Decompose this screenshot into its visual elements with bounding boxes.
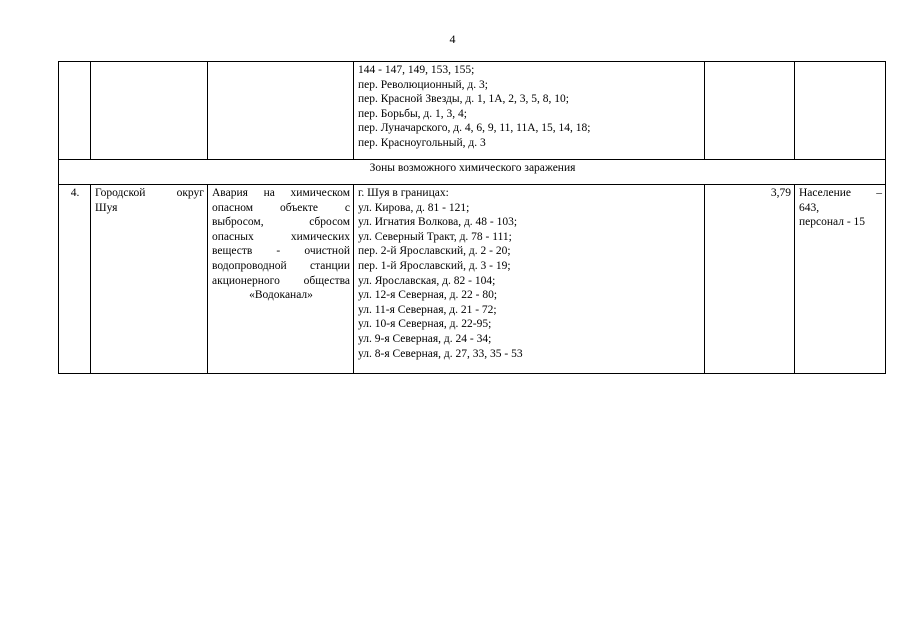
address-line: ул. 11-я Северная, д. 21 - 72; bbox=[358, 303, 497, 316]
table-row-continuation bbox=[59, 62, 886, 160]
address-line: пер. Красной Звезды, д. 1, 1А, 2, 3, 5, 8, 10; bbox=[358, 93, 569, 106]
address-line: ул. 10-я Северная, д. 22-95; bbox=[358, 318, 492, 331]
table-row bbox=[59, 185, 886, 374]
address-line: ул. Кирова, д. 81 - 121; bbox=[358, 201, 470, 214]
hazard-line: опасных химических bbox=[212, 230, 350, 243]
cell-municipality bbox=[91, 62, 208, 160]
population-line: персонал - 15 bbox=[799, 216, 866, 229]
address-line: ул. 8-я Северная, д. 27, 33, 35 - 53 bbox=[358, 347, 523, 360]
address-line: пер. 2-й Ярославский, д. 2 - 20; bbox=[358, 245, 511, 258]
address-line: ул. Северный Тракт, д. 78 - 111; bbox=[358, 230, 512, 243]
population-line: Население – bbox=[799, 187, 882, 199]
cell-area: 3,79 bbox=[705, 185, 795, 374]
cell-hazard bbox=[208, 62, 354, 160]
municipality-line: Городской округ bbox=[95, 187, 204, 199]
hazard-line: «Водоканал» bbox=[249, 289, 313, 302]
cell-hazard bbox=[208, 185, 354, 374]
address-line: пер. Луначарского, д. 4, 6, 9, 11, 11А, 15, 14, 18; bbox=[358, 122, 591, 135]
page-number: 4 bbox=[449, 32, 456, 46]
cell-population bbox=[795, 62, 886, 160]
address-line: пер. Революционный, д. 3; bbox=[358, 78, 488, 91]
hazard-zones-table bbox=[58, 61, 886, 374]
section-heading: Зоны возможного химического заражения bbox=[59, 160, 886, 185]
table-row-section-heading bbox=[59, 160, 886, 185]
municipality-line: Шуя bbox=[95, 201, 118, 214]
cell-number bbox=[59, 62, 91, 160]
address-line: ул. 12-я Северная, д. 22 - 80; bbox=[358, 289, 498, 302]
hazard-line: акционерного общества bbox=[212, 274, 350, 287]
hazard-line: выбросом, сбросом bbox=[212, 216, 350, 229]
address-line: пер. Борьбы, д. 1, 3, 4; bbox=[358, 107, 467, 120]
address-line: пер. 1-й Ярославский, д. 3 - 19; bbox=[358, 259, 511, 272]
address-line: ул. Игнатия Волкова, д. 48 - 103; bbox=[358, 216, 518, 229]
cell-number: 4. bbox=[59, 185, 91, 374]
hazard-line: веществ - очистной bbox=[212, 245, 350, 258]
address-line: ул. 9-я Северная, д. 24 - 34; bbox=[358, 332, 492, 345]
address-line: пер. Красноугольный, д. 3 bbox=[358, 136, 486, 149]
address-line: ул. Ярославская, д. 82 - 104; bbox=[358, 274, 496, 287]
cell-addresses bbox=[354, 62, 705, 160]
cell-population bbox=[795, 185, 886, 374]
hazard-line: опасном объекте с bbox=[212, 201, 350, 214]
hazard-line: Авария на химическом bbox=[212, 187, 350, 199]
address-line: г. Шуя в границах: bbox=[358, 187, 449, 199]
hazard-line: водопроводной станции bbox=[212, 259, 350, 272]
cell-addresses bbox=[354, 185, 705, 374]
address-line: 144 - 147, 149, 153, 155; bbox=[358, 64, 475, 76]
cell-area bbox=[705, 62, 795, 160]
population-line: 643, bbox=[799, 201, 820, 214]
cell-municipality bbox=[91, 185, 208, 374]
